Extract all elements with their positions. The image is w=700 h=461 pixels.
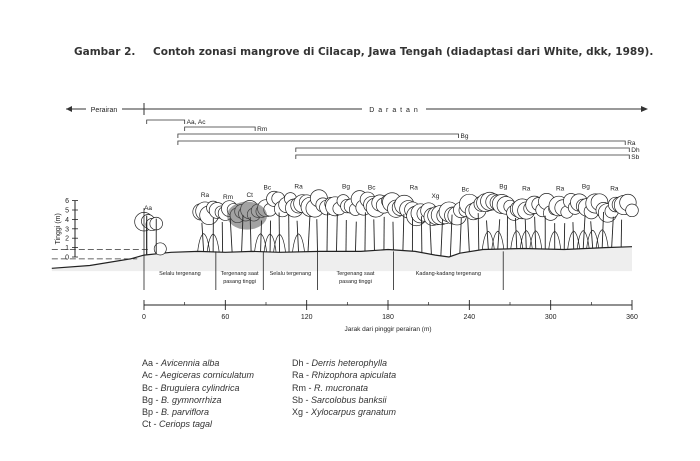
tree-species-label: Ra — [409, 184, 418, 192]
x-tick-label: 240 — [463, 314, 476, 321]
legend-code: Bp - — [142, 407, 162, 418]
inundation-zone-label: pasang tinggi — [339, 279, 372, 285]
perairan-arrowhead — [66, 106, 72, 112]
legend-code: Bg - — [142, 394, 162, 405]
y-axis-label: Tinggi (m) — [55, 213, 62, 245]
legend-species-name: Rhizophora apiculata — [311, 370, 397, 381]
legend-code: Bc - — [142, 382, 161, 393]
species-range-bracket — [178, 134, 459, 138]
tree-trunk — [374, 219, 375, 250]
tree-trunk — [270, 221, 271, 252]
legend-species-name: Derris heterophylla — [311, 358, 388, 368]
legend-entry — [292, 357, 452, 369]
tree-trunk — [573, 222, 574, 249]
tree-trunk — [525, 220, 526, 249]
legend-entry — [142, 394, 302, 406]
legend-code: Ra - — [292, 370, 312, 381]
tree-trunk — [202, 223, 204, 252]
species-range-bracket — [147, 120, 185, 124]
species-range-label: Rm — [257, 126, 268, 133]
legend-species-name: Bruguiera cylindrica — [160, 382, 240, 393]
legend-entry — [292, 382, 452, 394]
species-range-label: Sb — [631, 154, 640, 161]
tree-species-label: Ra — [200, 191, 210, 199]
legend-species-name: Avicennia alba — [161, 358, 220, 368]
species-range-bracket — [178, 141, 625, 145]
species-range-label: Ra — [627, 140, 636, 147]
tree-species-label: Ra — [555, 185, 565, 193]
legend-species-name: B. gymnorrhiza — [161, 394, 222, 405]
species-range-bracket — [185, 127, 255, 131]
legend-species-name: R. mucronata — [314, 382, 369, 393]
tree-species-label: Rm — [222, 193, 234, 201]
species-range-label: Dh — [631, 147, 640, 154]
x-tick-label: 300 — [544, 314, 557, 321]
legend-code: Ac - — [142, 370, 161, 381]
caption-number: Gambar 2. — [74, 46, 136, 58]
inundation-zone-label: Selalu tergenang — [159, 271, 201, 277]
legend-entry — [142, 382, 302, 394]
legend-code: Xg - — [292, 407, 312, 418]
legend-entry — [142, 369, 302, 381]
legend-entry — [142, 418, 302, 430]
x-tick-label: 120 — [300, 314, 313, 321]
tree-trunk — [468, 218, 470, 252]
species-range-bracket — [296, 155, 629, 159]
x-tick-label: 0 — [142, 314, 146, 321]
species-range-label: Aa, Ac — [186, 119, 206, 126]
caption-text: Contoh zonasi mangrove di Cilacap, Jawa Tengah (diadaptasi dari White, dkk, 1989). — [153, 46, 654, 58]
legend-species-name: B. parviflora — [161, 407, 210, 418]
legend-code: Rm - — [292, 382, 314, 393]
tree-trunk — [317, 219, 318, 251]
tree-trunk — [355, 222, 356, 252]
tree-species-label: Ra — [522, 185, 531, 193]
tree-species-label: Bc — [263, 184, 272, 192]
x-tick-label: 360 — [626, 314, 638, 321]
tree-species-label: Aa — [144, 205, 153, 213]
tree-species-label: Bg — [342, 183, 350, 191]
inundation-zone-label: Tergenang saat — [336, 271, 375, 277]
tree-species-label: Bc — [367, 184, 376, 192]
y-tick-label: 5 — [65, 207, 69, 215]
legend-column — [292, 357, 452, 418]
y-tick-label: 4 — [65, 216, 69, 224]
y-tick-label: 1 — [65, 245, 69, 253]
legend-code: Aa - — [142, 358, 162, 368]
daratan-label: D a r a t a n — [369, 107, 419, 114]
legend-code: Sb - — [292, 394, 312, 405]
legend-column — [142, 357, 302, 431]
tree-crown — [626, 204, 639, 217]
tree-species-label: Ct — [246, 191, 253, 199]
legend-species-name: Xylocarpus granatum — [311, 407, 397, 418]
tree-trunk — [430, 222, 431, 254]
inundation-zone-label: pasang tinggi — [223, 279, 256, 285]
legend-entry — [292, 394, 452, 406]
forest-canopy — [135, 190, 639, 255]
daratan-arrowhead — [641, 106, 648, 112]
tree-species-label: Xg — [431, 192, 440, 200]
legend-entry — [142, 357, 302, 369]
tree-species-label: Bc — [461, 186, 470, 194]
legend-species-name: Ceriops tagal — [159, 419, 213, 430]
species-range-label: Bg — [460, 133, 469, 140]
inundation-zone-label: Selalu tergenang — [269, 271, 312, 277]
ground-fill — [52, 247, 632, 271]
tree-trunk — [515, 218, 516, 249]
tree-trunk — [403, 214, 404, 251]
legend-code: Dh - — [292, 358, 312, 368]
tree-trunk — [591, 221, 593, 248]
species-range-bracket — [296, 148, 629, 152]
legend-species-name: Aegiceras corniculatum — [160, 370, 255, 381]
legend-entry — [292, 369, 452, 381]
legend-entry — [142, 406, 302, 418]
tree-trunk — [498, 219, 500, 249]
x-tick-label: 60 — [221, 314, 230, 321]
inundation-zone-label: Kadang-kadang tergenang — [415, 271, 481, 277]
tree-trunk — [336, 214, 337, 251]
tree-trunk — [297, 221, 298, 252]
x-tick-label: 180 — [382, 314, 394, 321]
inundation-zone-label: Tergenang saat — [220, 271, 259, 277]
legend-entry — [292, 406, 452, 418]
y-tick-label: 0 — [65, 254, 69, 262]
tree-trunk — [308, 217, 310, 252]
y-tick-label: 2 — [65, 235, 69, 243]
tree-species-label: Bg — [581, 183, 590, 191]
tree-trunk — [478, 213, 479, 250]
perairan-label: Perairan — [90, 107, 118, 114]
legend-species-name: Sarcolobus banksii — [311, 394, 387, 405]
tree-trunk — [535, 217, 536, 249]
tree-species-label: Ra — [610, 185, 619, 193]
tree-trunk — [487, 220, 489, 249]
legend-code: Ct - — [142, 419, 159, 430]
y-tick-label: 3 — [65, 226, 69, 234]
y-tick-label: 6 — [65, 198, 69, 206]
tree-species-label: Bg — [499, 183, 508, 191]
tree-species-label: Ra — [294, 183, 303, 191]
x-axis-label: Jarak dari pinggir perairan (m) — [344, 326, 432, 333]
